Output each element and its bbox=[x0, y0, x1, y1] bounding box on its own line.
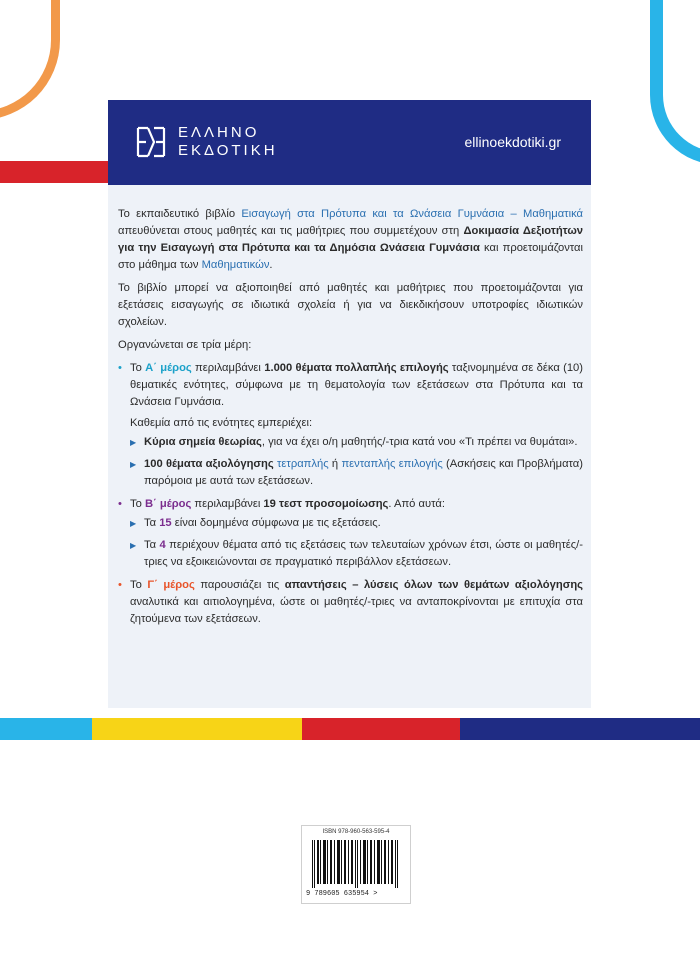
publisher-logo-text bbox=[178, 124, 278, 160]
intro-paragraph-1: Το εκπαιδευτικό βιβλίο Εισαγωγή στα Πρότυπα και τα Ωνάσεια Γυμνάσια – Μαθηματικά απευθύνεται στους μαθητές και τις μαθήτριες που συμμετέχουν στη Δοκιμασία Δεξιοτήτων για την Εισαγωγή στα Πρότυπα και τα Δημόσια Ωνάσεια Γυμνάσια και προετοιμάζονται στο μάθημα των Μαθηματικών. bbox=[118, 208, 584, 271]
exam-name: Δοκιμασία Δεξιοτήτων για την Εισαγωγή στα Πρότυπα και τα Δημόσια Ωνάσεια Γυμνάσια bbox=[118, 225, 584, 254]
subject-name: Μαθηματικών bbox=[201, 259, 270, 271]
bullet-icon: • bbox=[118, 579, 122, 591]
stripe-segment-red bbox=[302, 718, 460, 740]
publisher-header bbox=[108, 100, 591, 185]
bullet-icon: • bbox=[118, 362, 122, 374]
book-description bbox=[118, 206, 583, 634]
publisher-logo-icon bbox=[136, 125, 166, 159]
sub-item-theory: ▶ Κύρια σημεία θεωρίας, για να έχει ο/η μαθητής/-τρια κατά νου «Τι πρέπει να θυμάται». bbox=[130, 434, 583, 451]
logo-line-2: ΕΚΔΟΤΙΚΗ bbox=[178, 142, 278, 159]
stripe-segment-yellow bbox=[92, 718, 302, 740]
part-b-label: Β΄ μέρος bbox=[144, 498, 192, 510]
barcode-icon bbox=[310, 840, 402, 888]
blue-arc-decoration bbox=[650, 0, 700, 165]
list-item-part-c: • Το Γ΄ μέρος παρουσιάζει τις απαντήσεις – λύσεις όλων των θεμάτων αξιολόγησης αναλυτικά και αιτιολογημένα, ώστε οι μαθητές/-τριες να ανταποκρίνονται με επιτυχία στα ζητούμενα των εξετάσεων. bbox=[118, 579, 583, 625]
arrow-icon: ▶ bbox=[130, 438, 137, 447]
intro-paragraph-2: Το βιβλίο μπορεί να αξιοποιηθεί από μαθητές και μαθήτριες που προετοιμάζονται για εξετάσεις εισαγωγής σε ιδιωτικά σχολεία ή για να διεκδικήσουν υποτροφίες ιδιωτικών σχολείων. bbox=[118, 282, 583, 328]
sub-item-assessment: ▶ 100 θέματα αξιολόγησης τετραπλής ή πενταπλής επιλογής (Ασκήσεις και Προβλήματα) παρόμοια με αυτά των εξετάσεων. bbox=[130, 458, 583, 487]
logo-line-1: ΕΛΛΗΝΟ bbox=[178, 124, 260, 141]
part-a-label: Α΄ μέρος bbox=[145, 362, 192, 374]
stripe-segment-cyan bbox=[0, 718, 92, 740]
red-stripe-left bbox=[0, 161, 108, 183]
isbn-barcode bbox=[301, 825, 411, 904]
website-link[interactable]: ellinoekdotiki.gr bbox=[464, 134, 561, 150]
sub-item-tests-15: ▶ Τα 15 είναι δομημένα σύμφωνα με τις εξετάσεις. bbox=[130, 515, 583, 532]
orange-arc-decoration bbox=[0, 0, 60, 120]
bullet-icon: • bbox=[118, 498, 122, 510]
list-item-part-a: • Το Α΄ μέρος περιλαμβάνει 1.000 θέματα πολλαπλής επιλογής ταξινομημένα σε δέκα (10) θεματικές ενότητες, σύμφωνα με τη θεματολογία των εξετάσεων στα Πρότυπα και τα Ωνάσεια Γυμνάσια. Καθεμία από τις ενότητες εμπεριέχει: ▶ Κύρια σημεία θεωρίας, για να έχει ο/η μαθητής/-τρια κατά νου «Τι πρέπει να θυμάται». ▶ 100 θέματα αξιολόγησης τετραπλής ή πενταπλής επιλογής (Ασκήσεις και Προβλήματα) παρόμοια με αυτά των εξετάσεων. bbox=[118, 360, 583, 490]
barcode-digits: 9 789605 635954 > bbox=[306, 890, 378, 898]
part-a-sub-intro: Καθεμία από τις ενότητες εμπεριέχει: bbox=[130, 417, 313, 429]
arrow-icon: ▶ bbox=[130, 519, 137, 528]
stripe-segment-navy bbox=[460, 718, 700, 740]
arrow-icon: ▶ bbox=[130, 460, 137, 469]
part-c-label: Γ΄ μέρος bbox=[147, 579, 195, 591]
sub-item-tests-4: ▶ Τα 4 περιέχουν θέματα από τις εξετάσεις των τελευταίων χρόνων έτσι, ώστε οι μαθητές/-τριες να εξοικειώνονται σε πραγματικό περιβάλλον εξετάσεων. bbox=[130, 539, 583, 568]
list-item-part-b: • Το Β΄ μέρος περιλαμβάνει 19 τεστ προσομοίωσης. Από αυτά: ▶ Τα 15 είναι δομημένα σύμφωνα με τις εξετάσεις. ▶ Τα 4 περιέχουν θέματα από τις εξετάσεις των τελευταίων χρόνων έτσι, ώστε οι μαθητές/-τριες να εξοικειώνονται σε πραγματικό περιβάλλον εξετάσεων. bbox=[118, 496, 583, 571]
arrow-icon: ▶ bbox=[130, 541, 137, 550]
parts-list bbox=[118, 360, 583, 628]
intro-paragraph-3: Οργανώνεται σε τρία μέρη: bbox=[118, 339, 252, 351]
book-title: Εισαγωγή στα Πρότυπα και τα Ωνάσεια Γυμνάσια – Μαθηματικά bbox=[241, 208, 583, 220]
isbn-label: ISBN 978-960-563-595-4 bbox=[322, 829, 390, 835]
